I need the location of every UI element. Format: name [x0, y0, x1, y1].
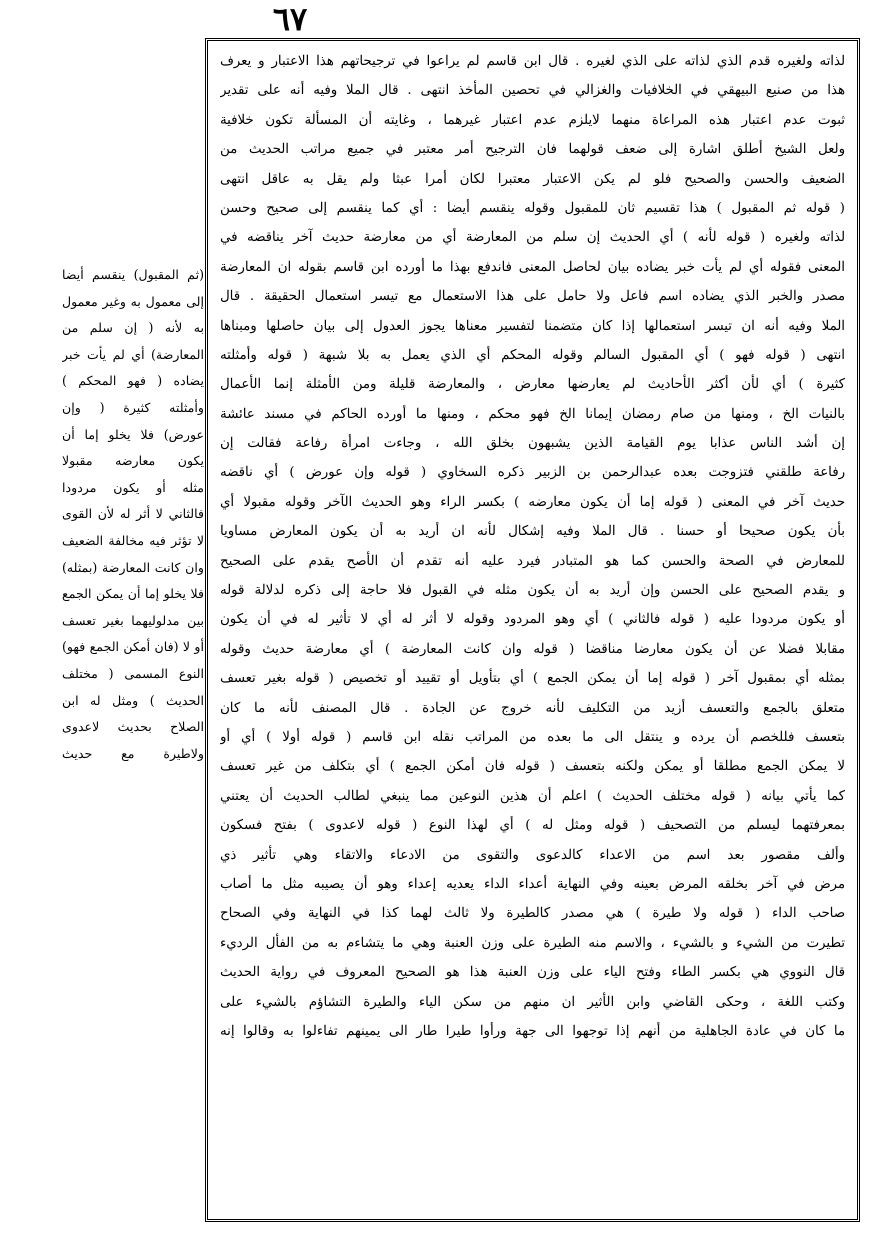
- margin-text-line: يكون معارضه مقبولا: [62, 453, 204, 469]
- main-text-line: وكتب اللغة ، وحكى القاضي وابن الأثير ان منهم من سكن الياء والطيرة التشاؤم بالشيء على: [220, 994, 845, 1010]
- margin-text-line: النوع المسمى ( مختلف: [62, 665, 204, 681]
- main-text-line: المعنى فقوله أي لم يأت خبر يضاده بيان لحاصل المعنى فاندفع بهذا ما أورده ابن قاسم بقوله ان المعارضة: [220, 259, 845, 275]
- main-text-line: الملا وفيه أنه ان تيسر استعمالها إذا كان متضمنا لتفسير معناها يجوز العدول إلى بيان حاصلها ومبناها: [220, 318, 845, 334]
- main-text-line: بمثله أي بمقبول آخر ( قوله إما أن يمكن الجمع ) أي بتأويل أو تقييد أو تخصيص ( قوله بغير تعسف: [220, 671, 845, 687]
- main-text-frame: [205, 38, 860, 1222]
- main-text-line: الضعيف والحسن والصحيح فلو لم يكن الاعتبار معتبرا لكان أمرا عبثا ولم يقل به عاقل انتهى: [220, 171, 845, 187]
- main-text-line: لذاته ولغيره قدم الذي لذاته على الذي لغيره . قال ابن قاسم لم يراعوا في ترجيحاتهم هذا الاعتبار و يعرف: [220, 54, 845, 69]
- main-text-line: لا يمكن الجمع مطلقا أو يمكن ولكنه بتعسف ( قوله فان أمكن الجمع ) أي بتكلف من غير تعسف: [220, 759, 845, 775]
- margin-text-line: مثله أو يكون مردودا: [62, 479, 204, 495]
- margin-text-line: الحديث ) ومثل له ابن: [62, 692, 204, 708]
- main-text-line: حديث آخر في المعنى ( قوله إما أن يكون معارضه ) بكسر الراء وهو الحديث الآخر وقوله مقبولا أي: [220, 494, 845, 510]
- page-number: ٦٧: [272, 0, 308, 38]
- main-text-line: مرض في آخر بخلقه المرض بعينه وفي النهاية أعداء الداء يعديه إعداء وهو أن يصيبه مثل ما أصاب: [220, 876, 845, 892]
- main-text-line: رفاعة طلقني فتزوجت بعده عبدالرحمن بن الزبير ذكره السخاوي ( قوله وإن عورض ) أي ناقضه: [220, 465, 845, 481]
- main-commentary-text: [220, 47, 845, 1046]
- main-text-line: للمعارض في الصحة والحسن كما هو المتبادر فيرد عليه أنه تقدم أن الأصح يقدم على الصحيح: [220, 553, 845, 569]
- main-text-line: إن أشد الناس عذابا يوم القيامة الذين يشبهون بخلق الله ، وجاءت امرأة رفاعة فقالت إن: [220, 436, 845, 452]
- main-text-line: بالنيات الخ ، ومنها من صام رمضان إيمانا الخ فهو محكم ، ومنها ما أورده الحاكم في مسند عائشة: [220, 406, 845, 422]
- margin-text-line: إلى معمول به وغير معمول: [62, 293, 204, 309]
- main-text-line: وألف مقصور بعد اسم من الاعداء كالدعوى والتقوى من الادعاء والاتقاء وهي تأثير ذي: [220, 847, 845, 863]
- main-text-line: أو يكون مردودا عليه ( قوله فالثاني ) أي وهو المردود وقوله لا أثر له أي لا تأثير له في أن يكون: [220, 612, 845, 628]
- main-text-line: بأن يكون صحيحا أو حسنا . قال الملا وفيه إشكال لأنه ان أريد به أن يكون المعارض مساويا: [220, 524, 845, 540]
- margin-text-line: لا تؤثر فيه مخالفة الضعيف: [62, 532, 204, 548]
- margin-text-line: المعارضة) أي لم يأت خبر: [62, 346, 204, 362]
- margin-text-line: (ثم المقبول) ينقسم أيضا: [62, 267, 204, 282]
- margin-text-line: عورض) فلا يخلو إما أن: [62, 426, 204, 442]
- margin-text-line: يضاده ( فهو المحكم ): [62, 373, 204, 389]
- margin-matn-text: [62, 262, 204, 767]
- main-text-line: متعلق بالجمع والتعسف أزيد من التكليف لأنه خروج عن الجادة . قال المصنف لأنه ما كان: [220, 700, 845, 716]
- main-text-line: ثبوت عدم اعتبار هذه المراعاة منهما لايلزم عدم اعتبار غيرهما ، وغايته أن المسألة تكون خلافية: [220, 112, 845, 128]
- main-text-line: قال النووي هي بكسر الطاء وفتح الياء على وزن العنبة هذا هو الصحيح المعروف في رواية الحديث: [220, 965, 845, 981]
- main-text-line: مصدر والخبر الذي يضاده اسم فاعل ولا حامل على هذا الاستعمال مع تيسر استعمال الحقيقة . قال: [220, 289, 845, 305]
- main-text-line: مقابلا فضلا عن أن يكون معارضا مناقضا ( قوله وان كانت المعارضة ) أي معارضة حديث وقوله: [220, 641, 845, 657]
- margin-text-line: ولاطيرة مع حديث: [62, 745, 204, 761]
- main-text-line: هذا من صنيع البيهقي في الخلافيات والغزالي في تحصين المأخذ انتهى . قال الملا وفيه أنه على تقدير: [220, 83, 845, 99]
- margin-text-line: فالثاني لا أثر له لأن القوى: [62, 506, 204, 522]
- main-text-line: تطيرت من الشيء و بالشيء ، والاسم منه الطيرة على وزن العنبة وهي ما يتشاءم به من الفأل الرديء: [220, 935, 845, 951]
- main-text-line: ( قوله ثم المقبول ) هذا تقسيم ثان للمقبول وقوله ينقسم أيضا : أي كما ينقسم إلى صحيح وحسن: [220, 200, 845, 216]
- main-text-line: صاحب الداء ( قوله ولا طيرة ) هي مصدر كالطيرة ولا ثالث لهما كذا في النهاية وفي الصحاح: [220, 906, 845, 922]
- main-text-line: كما يأتي بيانه ( قوله مختلف الحديث ) اعلم أن هذين النوعين مما ينبغي لطالب الحديث أن يعتني: [220, 788, 845, 804]
- margin-text-line: الصلاح بحديث لاعدوى: [62, 719, 204, 735]
- margin-text-line: به لأنه ( إن سلم من: [62, 320, 204, 336]
- margin-text-line: بين مدلوليهما بغير تعسف: [62, 612, 204, 628]
- margin-text-line: وان كانت المعارضة (بمثله): [62, 559, 204, 575]
- main-text-line: ولعل الشيخ أطلق اشارة إلى ضعف قولهما فان الترجيح أمر معتبر في جميع مراتب الحديث من: [220, 142, 845, 158]
- main-text-line: بمعرفتهما ليسلم من التصحيف ( قوله ومثل له ) أي لهذا النوع ( قوله لاعدوى ) بفتح فسكون: [220, 818, 845, 834]
- margin-text-line: وأمثلته كثيرة ( وإن: [62, 399, 204, 415]
- main-text-line: لذاته ولغيره ( قوله لأنه ) أي الحديث إن سلم من المعارضة أي من معارضة حديث آخر يناقضه في: [220, 230, 845, 246]
- main-text-line: كثيرة ) أي لأن أكثر الأحاديث لم يعارضها معارض ، والمعارضة قليلة ومن الأمثلة إنما الأعمال: [220, 377, 845, 393]
- margin-text-line: فلا يخلو إما أن يمكن الجمع: [62, 586, 204, 602]
- margin-text-line: أو لا (فان أمكن الجمع فهو): [62, 639, 204, 655]
- main-text-line: بتعسف فللخصم أن يرده و ينتقل الى ما بعده من المراتب نقله ابن قاسم ( قوله أولا ) أي أو: [220, 729, 845, 745]
- main-text-line: ما كان في عادة الجاهلية من أنهم إذا توجهوا الى جهة ورأوا طيرا طار الى يمينهم تفاءلوا به وقالوا إنه: [220, 1023, 845, 1039]
- main-text-line: انتهى ( قوله فهو ) أي المقبول السالم وقوله المحكم أي الذي يعمل به بلا شبهة ( قوله وأمثلته: [220, 347, 845, 363]
- main-text-line: و يقدم الصحيح على الحسن وإن أريد به أن يكون مثله في القبول فلا حاجة إلى ذكره لدلالة قوله: [220, 583, 845, 599]
